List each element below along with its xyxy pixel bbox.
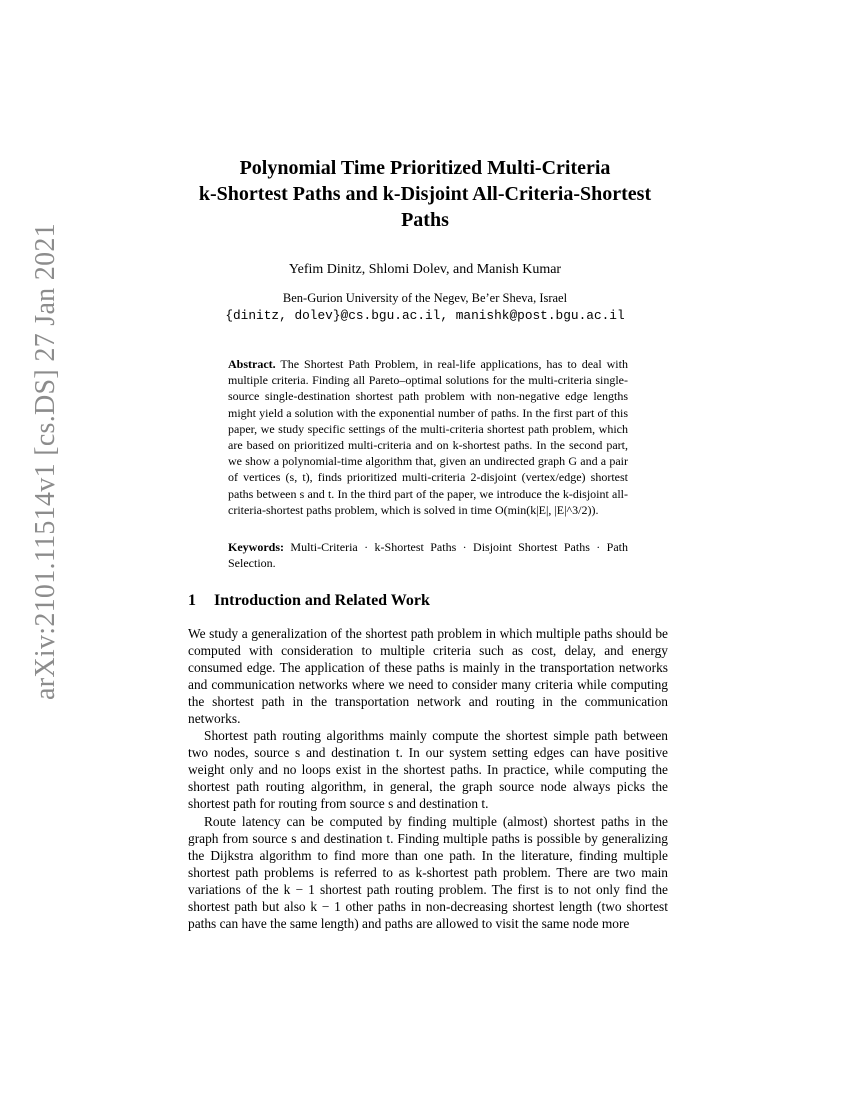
affiliation-block [150, 290, 700, 324]
keywords [228, 539, 628, 571]
title-line-2: k-Shortest Paths and k-Disjoint All-Criteria-Shortest [198, 183, 652, 205]
affiliation: Ben-Gurion University of the Negev, Be’er Sheva, Israel [282, 291, 568, 305]
arxiv-identifier: arXiv:2101.11514v1 [cs.DS] 27 Jan 2021 [30, 223, 61, 700]
section-number: 1 [188, 592, 196, 609]
paragraph: Shortest path routing algorithms mainly compute the shortest simple path between two nodes, source s and destination t. In our system setting edges can have positive weight only and no loops exist in the shortest paths. In practice, while computing the shortest path routing algorithm, in general, the graph source node always picks the shortest path for routing from source s and destination t. [188, 728, 668, 812]
keywords-text: Multi-Criteria · k-Shortest Paths · Disjoint Shortest Paths · Path Selection. [228, 540, 629, 570]
author-list: Yefim Dinitz, Shlomi Dolev, and Manish Kumar [288, 262, 562, 277]
abstract-label: Abstract. [228, 357, 276, 371]
section-body [188, 625, 668, 932]
title-line-3: Paths [401, 209, 449, 231]
title-line-1: Polynomial Time Prioritized Multi-Criteria [239, 157, 611, 179]
abstract [228, 356, 628, 518]
section-heading [188, 592, 668, 610]
author-emails: {dinitz, dolev}@cs.bgu.ac.il, manishk@post.bgu.ac.il [225, 308, 625, 323]
paper-title [150, 155, 700, 233]
paragraph: Route latency can be computed by finding multiple (almost) shortest paths in the graph from source s and destination t. Finding multiple paths is possible by generalizing the Dijkstra algorithm to find more than one path. In the literature, finding multiple shortest path problems is referred to as k-shortest path problem. There are two main variations of the k − 1 shortest path routing problem. The first is to not only find the shortest path but also k − 1 other paths in non-decreasing shortest length (two shortest paths can have the same length) and paths are allowed to visit the same node more [188, 813, 668, 931]
paragraph: We study a generalization of the shortest path problem in which multiple paths should be computed with consideration to multiple criteria such as cost, delay, and energy consumed edge. The application of these paths is mainly in the transportation networks and communication networks where we need to consider many criteria while computing the shortest path in the transportation network and routing in the communication networks. [188, 626, 668, 727]
abstract-text: The Shortest Path Problem, in real-life applications, has to deal with multiple criteria. Finding all Pareto–optimal solutions for the multi-criteria single-source single-destination shortest path problem with non-negative edge lengths might yield a solution with the exponential number of paths. In the first part of this paper, we study specific settings of the multi-criteria shortest path problem, which are based on prioritized multi-criteria and on k-shortest paths. In the second part, we show a polynomial-time algorithm that, given an undirected graph G and a pair of vertices (s, t), finds prioritized multi-criteria 2-disjoint (vertex/edge) shortest paths between s and t. In the third part of the paper, we introduce the k-disjoint all-criteria-shortest paths problem, which is solved in time O(min(k|E|, |E|^3/2)). [228, 357, 628, 517]
section-title: Introduction and Related Work [214, 592, 430, 609]
keywords-label: Keywords: [228, 540, 284, 554]
